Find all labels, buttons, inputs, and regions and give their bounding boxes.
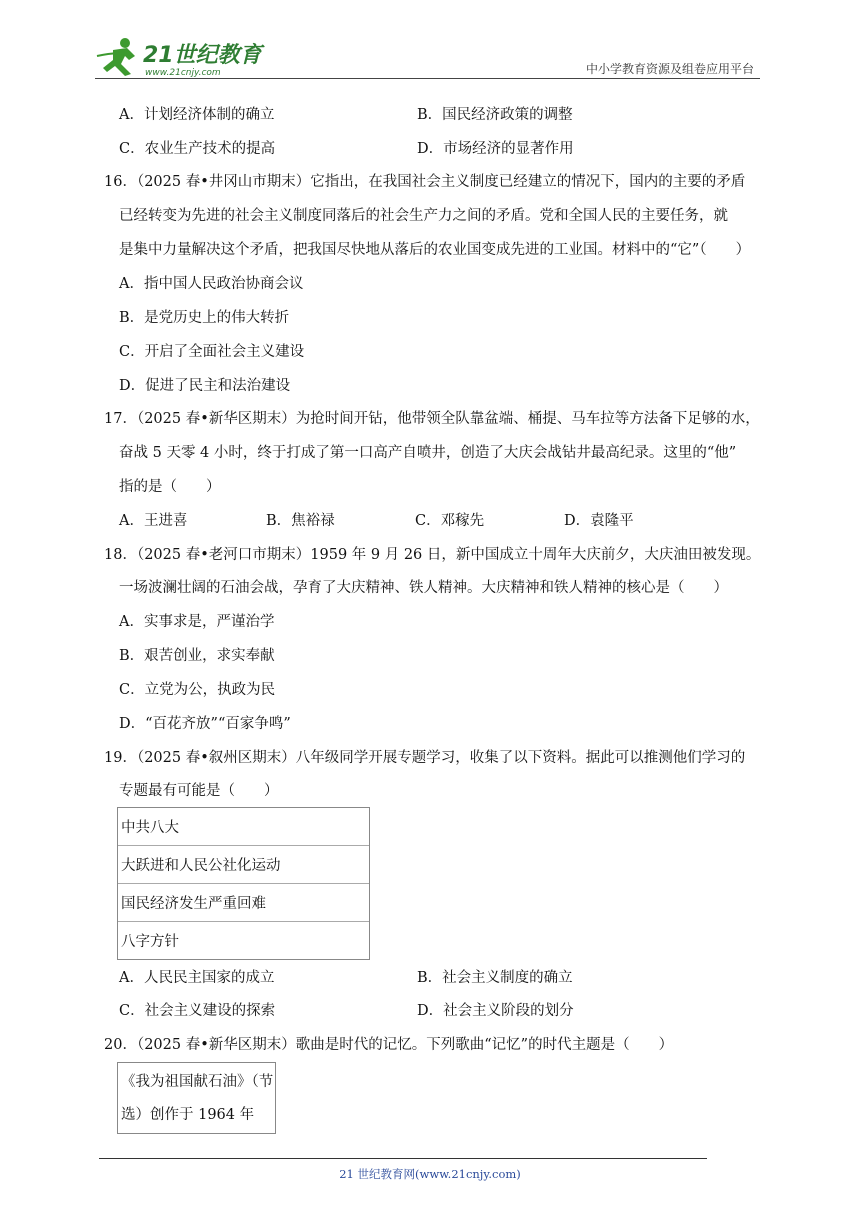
q20-stem-line-1: 20．（2025 春•新华区期末）歌曲是时代的记忆。下列歌曲“记忆”的时代主题是（ ） (104, 1037, 674, 1053)
q16-option-b: B．是党历史上的伟大转折 (119, 310, 290, 326)
q15-option-b: B．国民经济政策的调整 (417, 107, 573, 123)
q17-option-a: A．王进喜 (119, 513, 188, 529)
q19-material-table (117, 807, 370, 960)
q15-option-d: D．市场经济的显著作用 (417, 141, 574, 157)
q16-stem-line-3: 是集中力量解决这个矛盾，把我国尽快地从落后的农业国变成先进的工业国。材料中的“它”（ ） (119, 242, 751, 258)
q19-option-b: B．社会主义制度的确立 (417, 970, 573, 986)
q17-option-d: D．袁隆平 (564, 513, 634, 529)
q19-stem-line-1: 19．（2025 春•叙州区期末）八年级同学开展专题学习，收集了以下资料。据此可以推测他们学习的 (104, 750, 746, 766)
q19-table-row-1: 中共八大 (118, 808, 369, 846)
header-divider (95, 78, 760, 79)
q18-stem-line-2: 一场波澜壮阔的石油会战，孕育了大庆精神、铁人精神。大庆精神和铁人精神的核心是（ ） (119, 580, 728, 596)
q17-stem-line-2: 奋战 5 天零 4 小时，终于打成了第一口高产自喷井，创造了大庆会战钻井最高纪录。这里的“他” (119, 445, 737, 461)
svg-text:21世纪教育: 21世纪教育 (143, 43, 262, 68)
q17-option-b: B．焦裕禄 (266, 513, 335, 529)
q16-option-c: C．开启了全面社会主义建设 (119, 344, 305, 360)
q20-song-line-1: 《我为祖国献石油》（节 (121, 1074, 274, 1090)
runner-logo-icon (95, 34, 265, 78)
footer-site-link[interactable]: 21 世纪教育网(www.21cnjy.com) (339, 1167, 521, 1181)
site-logo (95, 34, 265, 78)
q17-option-c: C．邓稼先 (415, 513, 485, 529)
q19-option-d: D．社会主义阶段的划分 (417, 1003, 574, 1019)
q16-stem-line-2: 已经转变为先进的社会主义制度同落后的社会生产力之间的矛盾。党和全国人民的主要任务，就 (119, 208, 728, 224)
q18-option-a: A．实事求是，严谨治学 (119, 614, 275, 630)
page-header (95, 30, 760, 82)
q20-song-box (117, 1062, 276, 1134)
q19-table-row-3: 国民经济发生严重回难 (118, 884, 369, 922)
q19-stem-line-2: 专题最有可能是（ ） (119, 783, 279, 799)
q18-stem-line-1: 18．（2025 春•老河口市期末）1959 年 9 月 26 日，新中国成立十周年大庆前夕，大庆油田被发现。 (104, 547, 761, 563)
svg-text:www.21cnjy.com: www.21cnjy.com (145, 68, 221, 78)
q19-option-c: C．社会主义建设的探索 (119, 1003, 276, 1019)
q17-stem-line-1: 17．（2025 春•新华区期末）为抢时间开钻，他带领全队靠盆端、桶提、马车拉等方法备下足够的水， (104, 411, 760, 427)
q16-stem-line-1: 16．（2025 春•井冈山市期末）它指出，在我国社会主义制度已经建立的情况下，国内的主要的矛盾 (104, 174, 746, 190)
q18-option-d: D．“百花齐放”“百家争鸣” (119, 716, 291, 732)
q20-song-line-2: 选）创作于 1964 年 (121, 1107, 255, 1123)
q15-option-a: A．计划经济体制的确立 (119, 107, 275, 123)
q19-table-row-2: 大跃进和人民公社化运动 (118, 846, 369, 884)
header-platform-label: 中小学教育资源及组卷应用平台 (585, 62, 754, 76)
q16-option-a: A．指中国人民政治协商会议 (119, 276, 304, 292)
q16-option-d: D．促进了民主和法治建设 (119, 378, 291, 394)
q19-table-row-4: 八字方针 (121, 934, 179, 950)
q18-option-c: C．立党为公，执政为民 (119, 682, 276, 698)
q19-option-a: A．人民民主国家的成立 (119, 970, 275, 986)
footer-divider (99, 1158, 707, 1159)
q17-stem-line-3: 指的是（ ） (119, 479, 221, 495)
q15-option-c: C．农业生产技术的提高 (119, 141, 276, 157)
q18-option-b: B．艰苦创业，求实奉献 (119, 648, 275, 664)
